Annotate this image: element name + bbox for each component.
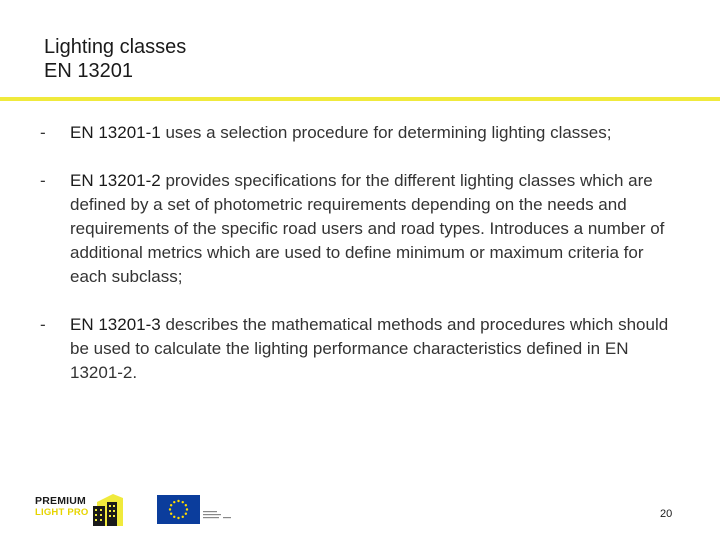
- accent-rule: [0, 97, 720, 101]
- bullet-item: [40, 313, 680, 385]
- slide-title: [44, 35, 186, 83]
- bullet-item: [40, 169, 680, 289]
- title-line-2: EN 13201: [44, 60, 133, 82]
- bullet-marker: -: [40, 315, 46, 334]
- bullet-lead: EN 13201-1: [70, 123, 161, 142]
- bullet-lead: EN 13201-2: [70, 171, 161, 190]
- logo-word-lightpro: LIGHT PRO: [35, 507, 89, 518]
- eu-flag-icon: [157, 495, 200, 524]
- bullet-marker: -: [40, 123, 46, 142]
- building-logo-icon: [89, 492, 125, 526]
- page-number: 20: [660, 508, 673, 520]
- bullet-list: [40, 121, 680, 385]
- eu-funding-text-graphic: [203, 505, 237, 525]
- bullet-text: uses a selection procedure for determining lighting classes;: [160, 123, 612, 142]
- bullet-marker: -: [40, 171, 46, 190]
- logo-word-premium: PREMIUM: [35, 495, 86, 507]
- premium-light-pro-logo: [33, 492, 125, 526]
- bullet-text: describes the mathematical methods and procedures which should be used to calculate the lighting performance characteristics defined in EN 13201-2.: [70, 315, 669, 382]
- bullet-text: provides specifications for the different lighting classes which are defined by a set of photometric requirements depending on the needs and requirements of the specific road users and road types. Introduces a number of additional metrics which are used to define minimum or maximum criteria for each subclass;: [70, 171, 665, 286]
- title-line-1: Lighting classes: [44, 36, 187, 58]
- bullet-item: [40, 121, 680, 145]
- bullet-lead: EN 13201-3: [70, 315, 161, 334]
